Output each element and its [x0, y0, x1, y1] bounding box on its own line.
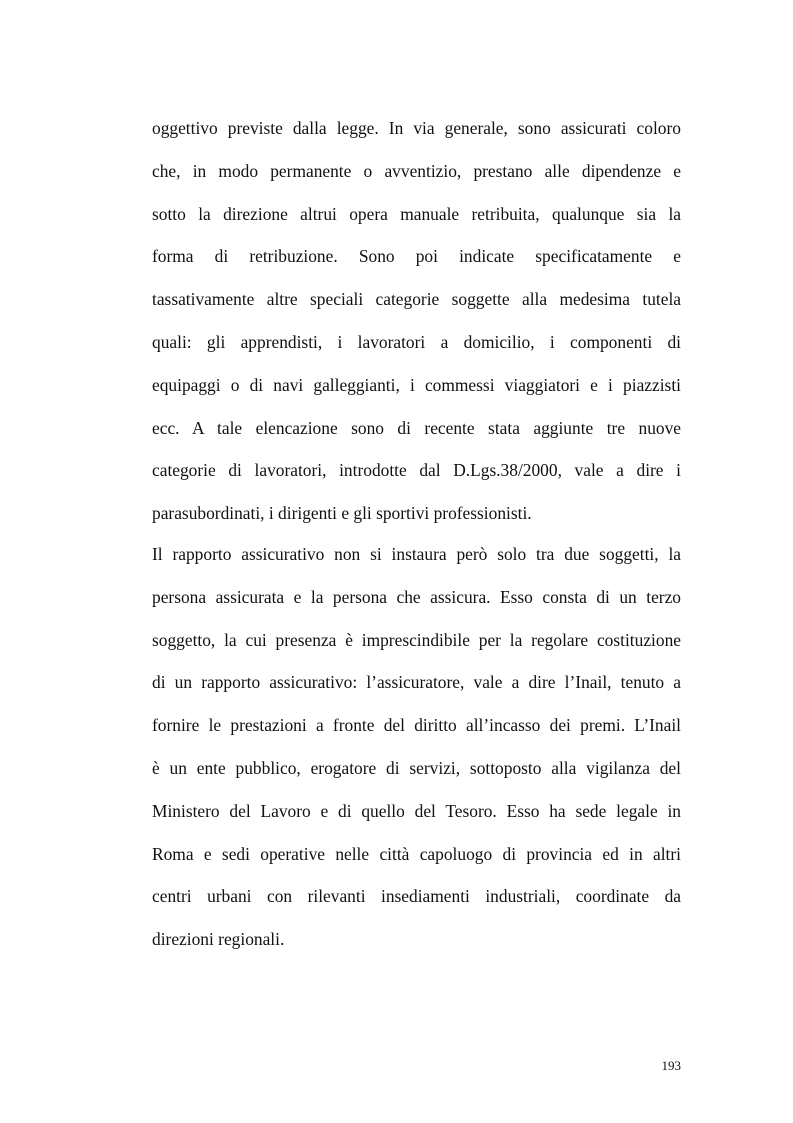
text-line: che, in modo permanente o avventizio, prestano alle dipendenze e: [152, 160, 681, 181]
text-line: Roma e sedi operative nelle città capoluogo di provincia ed in altri: [152, 843, 681, 864]
text-line: centri urbani con rilevanti insediamenti industriali, coordinate da: [152, 886, 681, 907]
text-line: oggettivo previste dalla legge. In via generale, sono assicurati coloro: [152, 118, 681, 138]
page-number: 193: [661, 1058, 681, 1073]
text-line: equipaggi o di navi galleggianti, i commessi viaggiatori e i piazzisti: [152, 374, 681, 395]
text-line: è un ente pubblico, erogatore di servizi, sottoposto alla vigilanza del: [152, 757, 681, 778]
text-line: Il rapporto assicurativo non si instaura però solo tra due soggetti, la: [152, 544, 681, 564]
text-line: tassativamente altre speciali categorie soggette alla medesima tutela: [152, 289, 681, 310]
text-line: Ministero del Lavoro e di quello del Tesoro. Esso ha sede legale in: [152, 800, 681, 821]
text-line: persona assicurata e la persona che assicura. Esso consta di un terzo: [152, 586, 681, 607]
text-line: forma di retribuzione. Sono poi indicate specificatamente e: [152, 246, 681, 267]
paragraph-2: [152, 533, 681, 961]
text-line: fornire le prestazioni a fronte del diritto all’incasso dei premi. L’Inail: [152, 715, 681, 736]
text-line: ecc. A tale elencazione sono di recente stata aggiunte tre nuove: [152, 417, 681, 438]
text-line: categorie di lavoratori, introdotte dal D.Lgs.38/2000, vale a dire i: [152, 460, 681, 481]
text-line: di un rapporto assicurativo: l’assicuratore, vale a dire l’Inail, tenuto a: [152, 672, 681, 693]
text-line: sotto la direzione altrui opera manuale retribuita, qualunque sia la: [152, 203, 681, 224]
paragraph-1: [152, 107, 681, 535]
text-line: direzioni regionali.: [152, 929, 285, 950]
text-line: quali: gli apprendisti, i lavoratori a domicilio, i componenti di: [152, 331, 681, 352]
text-line: soggetto, la cui presenza è imprescindibile per la regolare costituzione: [152, 629, 681, 650]
text-line: parasubordinati, i dirigenti e gli sportivi professionisti.: [152, 503, 532, 524]
